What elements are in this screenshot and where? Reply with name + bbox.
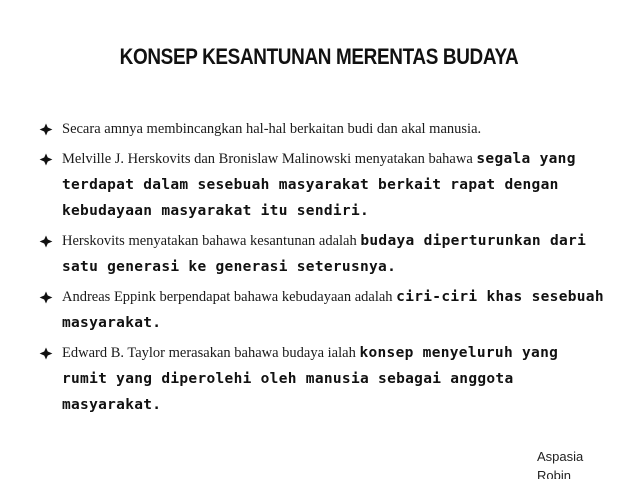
diamond-bullet-icon [36,153,56,166]
diamond-bullet-icon [36,235,56,248]
bullet-text: Melville J. Herskovits dan Bronislaw Malinowski menyatakan bahawa [62,151,477,167]
bullet-item [36,284,604,336]
bullet-text: Herskovits menyatakan bahawa kesantunan adalah [62,233,361,249]
bullet-emphasis: segala yang terdapat dalam sesebuah masyarakat berkait rapat dengan kebudayaan masyarakat itu sendiri. [62,151,576,219]
bullet-emphasis: ciri-ciri khas sesebuah masyarakat. [62,289,604,331]
author-credit [537,447,627,479]
bullet-emphasis: budaya diperturunkan dari satu generasi ke generasi seterusnya. [62,233,587,275]
bullet-text: Edward B. Taylor merasakan bahawa budaya ialah [62,345,360,361]
author-credit-line: Robin [537,468,571,479]
diamond-bullet-icon [36,347,56,360]
bullet-item [36,228,604,280]
author-credit-line: Aspasia [537,449,584,464]
bullet-item [36,146,604,224]
bullet-emphasis: konsep menyeluruh yang rumit yang diperolehi oleh manusia sebagai anggota masyarakat. [62,345,559,413]
bullet-list [36,116,604,422]
slide-title: KONSEP KESANTUNAN MERENTAS BUDAYA [119,44,519,69]
bullet-text: Secara amnya membincangkan hal-hal berkaitan budi dan akal manusia. [62,121,482,137]
bullet-item [36,116,604,142]
bullet-item [36,340,604,418]
bullet-text: Andreas Eppink berpendapat bahawa kebudayaan adalah [62,289,397,305]
diamond-bullet-icon [36,123,56,136]
diamond-bullet-icon [36,291,56,304]
